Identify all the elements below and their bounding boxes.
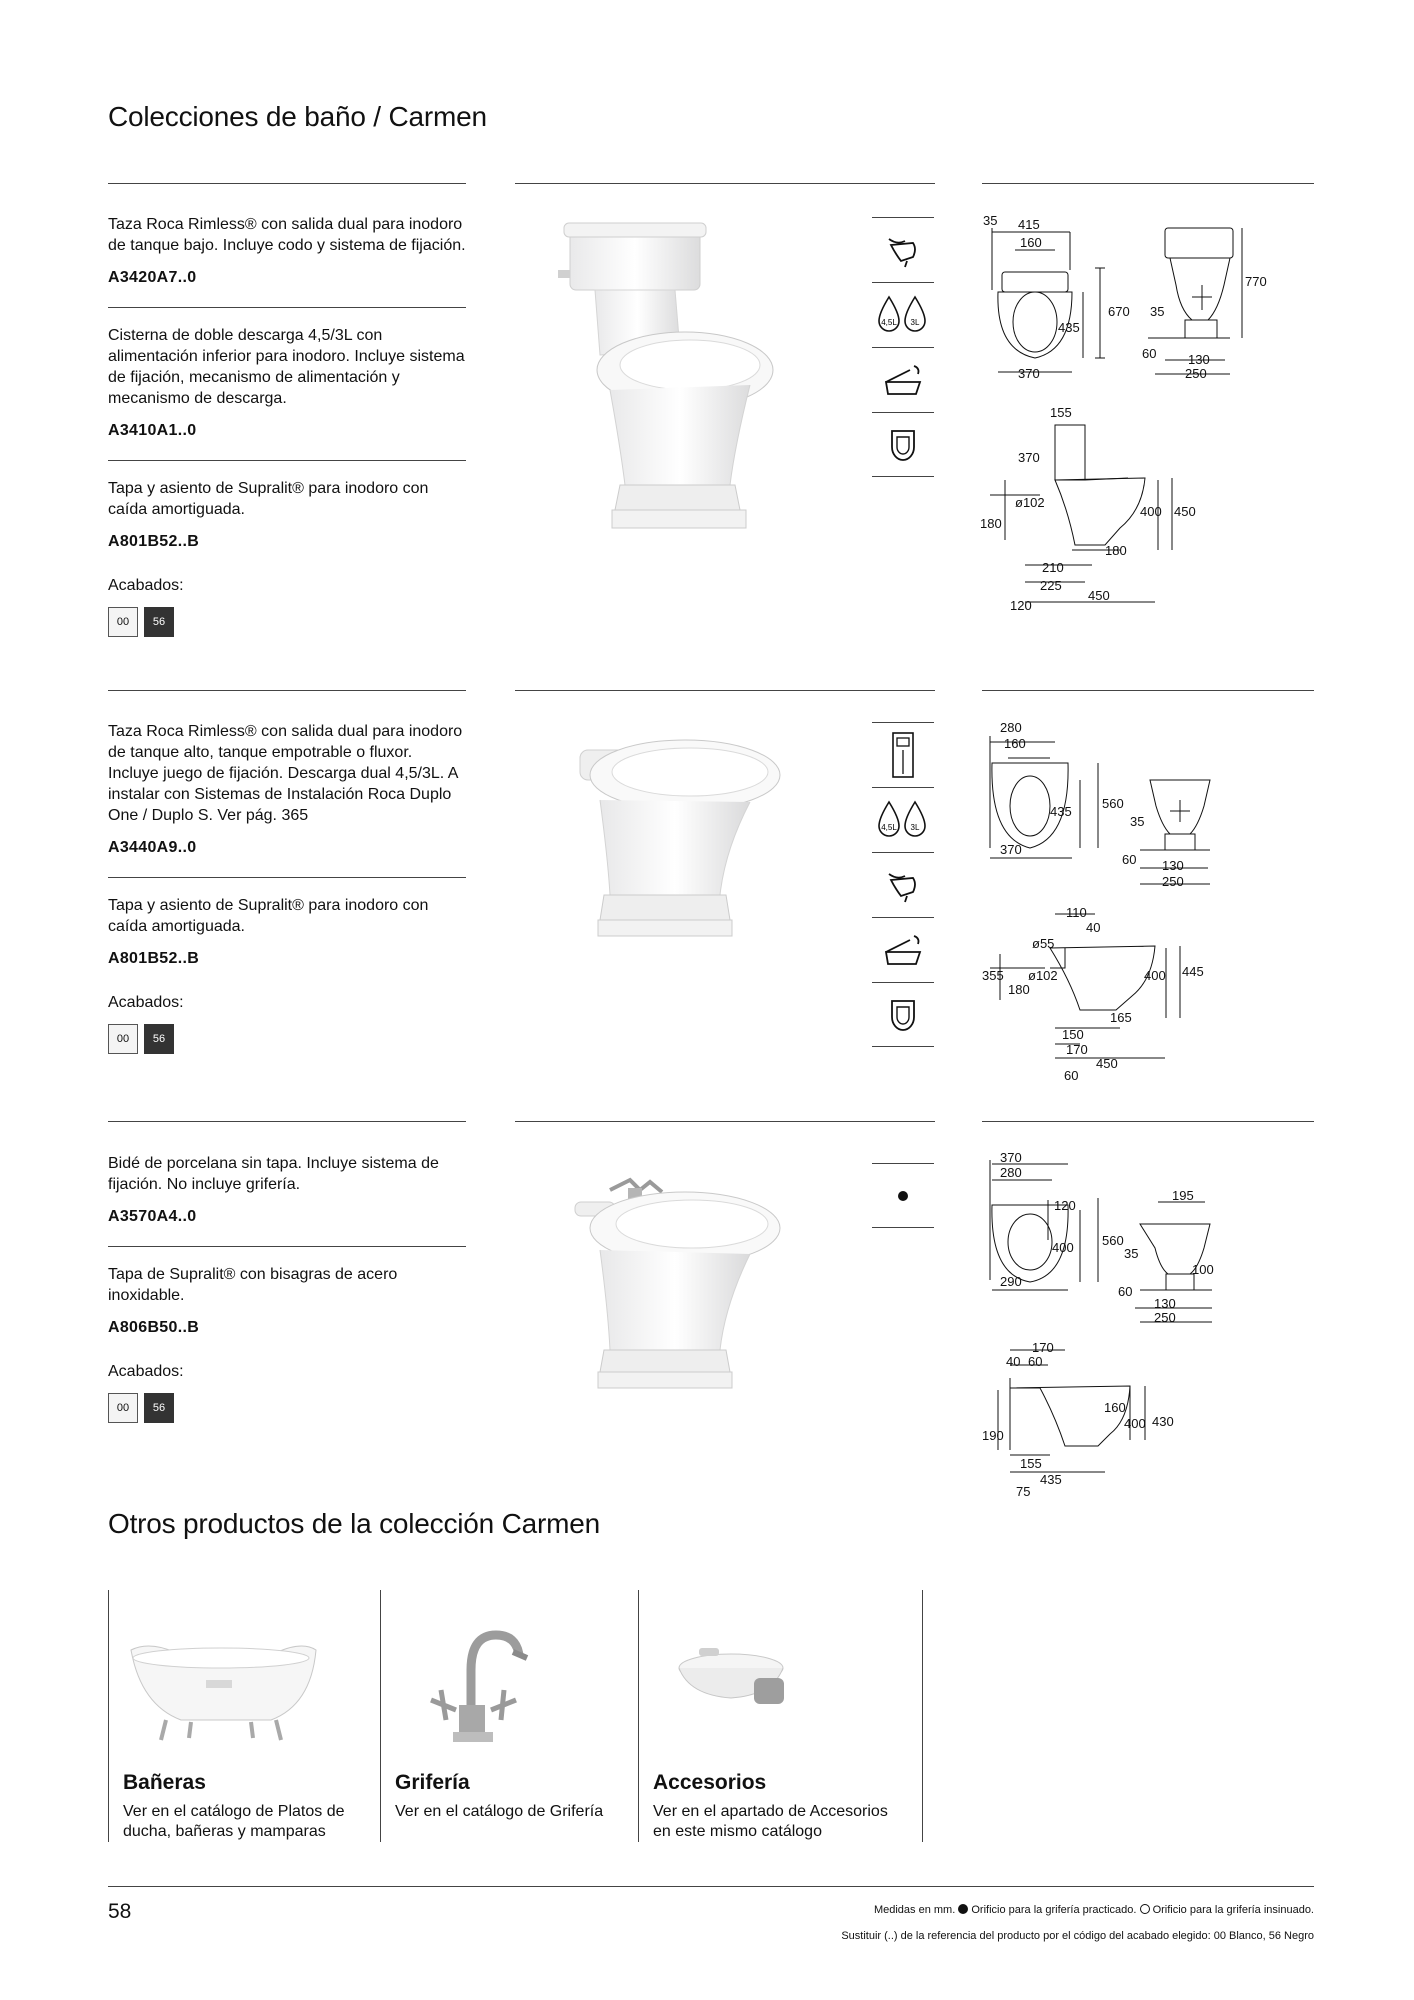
hole-drilled-text: Orificio para la grifería practicado.: [971, 1904, 1137, 1916]
dim-label: 180: [1008, 982, 1030, 997]
dim-label: 195: [1172, 1188, 1194, 1203]
section-divider: [108, 1121, 466, 1122]
dim-label: 160: [1104, 1400, 1126, 1415]
dim-label: 40: [1086, 920, 1101, 935]
dim-label: ø102: [1015, 495, 1045, 510]
seat-icon: [872, 982, 934, 1047]
dim-label: ø102: [1028, 968, 1058, 983]
feature-icons-2: [872, 722, 934, 1047]
finishes-label: Acabados:: [108, 577, 184, 594]
dim-label: 35: [1150, 304, 1165, 319]
dim-label: 35: [1130, 814, 1145, 829]
rimless-icon: [872, 852, 934, 917]
dual-flush-large: 4,5L: [881, 318, 897, 327]
card-title: Bañeras: [123, 1771, 206, 1794]
product-item: [108, 460, 466, 657]
page-title: Colecciones de baño / Carmen: [108, 101, 487, 132]
dim-label: 60: [1122, 852, 1137, 867]
product-description: Taza Roca Rimless® con salida dual para inodoro de tanque bajo. Incluye codo y sistema de fijación.: [108, 216, 466, 254]
bidet-photo: [570, 1160, 790, 1400]
product-description: Tapa y asiento de Supralit® para inodoro con caída amortiguada.: [108, 480, 429, 518]
dim-label: ø55: [1032, 936, 1055, 951]
card-banyeras[interactable]: [108, 1590, 380, 1842]
open-dot-icon: [1140, 1904, 1150, 1914]
finish-swatch-white: 00: [108, 1393, 138, 1423]
finishes-label: Acabados:: [108, 1363, 184, 1380]
product-info-2: [108, 721, 466, 1074]
dim-label: 370: [1000, 1150, 1022, 1165]
dim-label: 165: [1110, 1010, 1132, 1025]
soft-close-icon: [872, 917, 934, 982]
finish-swatches: [108, 607, 466, 637]
product-item: [108, 214, 466, 307]
other-products-title: Otros productos de la colección Carmen: [108, 1508, 600, 1539]
dim-label: 400: [1140, 504, 1162, 519]
dim-label: 75: [1016, 1484, 1031, 1499]
dim-label: 210: [1042, 560, 1064, 575]
dim-label: 435: [1058, 320, 1080, 335]
finish-swatches: [108, 1024, 466, 1054]
dim-label: 120: [1054, 1198, 1076, 1213]
card-description: [123, 1802, 345, 1842]
dim-label: 290: [1000, 1274, 1022, 1289]
product-item: [108, 1153, 466, 1246]
product-item: [108, 721, 466, 877]
dim-label: 110: [1066, 905, 1087, 920]
hole-marked-text: Orificio para la grifería insinuado.: [1152, 1904, 1314, 1916]
dim-label: 400: [1124, 1416, 1146, 1431]
dim-label: 450: [1174, 504, 1196, 519]
section-divider: [108, 690, 466, 691]
product-description: Taza Roca Rimless® con salida dual para inodoro de tanque alto, tanque empotrable o fluxor. Incluye juego de fijación. Descarga dual 4,5/3L. A instalar con Sistemas de Instalación Roca Duplo One / Duplo S. Ver pág. 365: [108, 723, 463, 824]
dual-flush-icon: [872, 282, 934, 347]
measurements-note: [874, 1904, 1314, 1916]
filled-dot-icon: [958, 1904, 968, 1914]
bathtub-photo: [121, 1610, 321, 1750]
card-title: Grifería: [395, 1771, 470, 1794]
dual-flush-large: 4,5L: [881, 823, 897, 832]
card-description-line: Ver en el apartado de Accesorios: [653, 1803, 888, 1820]
dim-label: 280: [1000, 720, 1022, 735]
dim-label: 435: [1040, 1472, 1062, 1487]
dual-flush-small: 3L: [910, 318, 920, 327]
card-accesorios[interactable]: [638, 1590, 922, 1842]
card-description-line: ducha, bañeras y mamparas: [123, 1823, 326, 1840]
dim-label: 430: [1152, 1414, 1174, 1429]
product-code: A3440A9..0: [108, 839, 197, 856]
product-code: A3570A4..0: [108, 1208, 197, 1225]
toilet-back-to-wall-photo: [570, 730, 790, 950]
dim-label: 250: [1162, 874, 1184, 889]
card-description-line: Ver en el catálogo de Platos de: [123, 1803, 345, 1820]
soap-dish-photo: [669, 1640, 809, 1730]
dim-label: 130: [1188, 352, 1210, 367]
product-description: Bidé de porcelana sin tapa. Incluye sistema de fijación. No incluye grifería.: [108, 1155, 439, 1193]
card-description-line: Ver en el catálogo de Grifería: [395, 1803, 604, 1820]
dim-label: 280: [1000, 1165, 1022, 1180]
rimless-icon: [872, 217, 934, 282]
finish-swatch-black: 56: [144, 1393, 174, 1423]
dim-label: 370: [1000, 842, 1022, 857]
section-divider: [515, 183, 935, 184]
cistern-icon: [872, 722, 934, 787]
product-code: A801B52..B: [108, 533, 200, 550]
section-divider: [982, 1121, 1314, 1122]
dim-label: 170: [1032, 1340, 1054, 1355]
card-description-line: en este mismo catálogo: [653, 1823, 822, 1840]
product-description: Cisterna de doble descarga 4,5/3L con alimentación inferior para inodoro. Incluye sistema de fijación, mecanismo de alimentación y mecanismo de descarga.: [108, 327, 465, 407]
product-item: [108, 877, 466, 1074]
dim-label: 450: [1088, 588, 1110, 603]
dim-label: 415: [1018, 217, 1040, 232]
card-divider: [922, 1590, 923, 1842]
card-title: Accesorios: [653, 1771, 767, 1794]
card-griferia[interactable]: [380, 1590, 638, 1842]
dim-label: 60: [1118, 1284, 1133, 1299]
finish-swatch-black: 56: [144, 607, 174, 637]
product-code: A3420A7..0: [108, 269, 197, 286]
soft-close-icon: [872, 347, 934, 412]
page-number: 58: [108, 1900, 132, 1923]
dim-label: 370: [1018, 450, 1040, 465]
card-description: [653, 1802, 888, 1842]
dim-label: 370: [1018, 366, 1040, 381]
product-info-3: [108, 1153, 466, 1443]
dual-flush-icon: [872, 787, 934, 852]
dim-label: 150: [1062, 1027, 1084, 1042]
measures-text: Medidas en mm.: [873, 1904, 956, 1916]
substitute-note: Sustituir (..) de la referencia del producto por el código del acabado elegido: 00 Blanco, 56 Negro: [841, 1930, 1314, 1942]
dim-label: 160: [1004, 736, 1026, 751]
dim-label: 130: [1154, 1296, 1176, 1311]
section-divider: [982, 183, 1314, 184]
dim-label: 770: [1245, 274, 1267, 289]
product-code: A3410A1..0: [108, 422, 197, 439]
dim-label: 60: [1028, 1354, 1043, 1369]
footer-divider: [108, 1886, 1314, 1887]
dim-label: 60: [1064, 1068, 1079, 1083]
dim-label: 160: [1020, 235, 1042, 250]
product-item: [108, 1246, 466, 1443]
finishes-label: Acabados:: [108, 994, 184, 1011]
dim-label: 155: [1020, 1456, 1042, 1471]
technical-drawing-1: [980, 210, 1270, 620]
finish-swatches: [108, 1393, 466, 1423]
filled-dot-icon: [898, 1191, 908, 1201]
technical-drawing-3: [980, 1150, 1270, 1510]
dim-label: 35: [983, 213, 998, 228]
dim-label: 400: [1052, 1240, 1074, 1255]
product-item: [108, 307, 466, 460]
dim-label: 560: [1102, 796, 1124, 811]
dim-label: 250: [1154, 1310, 1176, 1325]
dim-label: 190: [982, 1428, 1004, 1443]
dim-label: 435: [1050, 804, 1072, 819]
dim-label: 560: [1102, 1233, 1124, 1248]
dim-label: 60: [1142, 346, 1157, 361]
feature-icons-1: [872, 217, 934, 477]
product-code: A801B52..B: [108, 950, 200, 967]
dim-label: 670: [1108, 304, 1130, 319]
dim-label: 155: [1050, 405, 1072, 420]
product-description: Tapa y asiento de Supralit® para inodoro con caída amortiguada.: [108, 897, 429, 935]
feature-icons-3: [872, 1163, 934, 1228]
dim-label: 40: [1006, 1354, 1021, 1369]
section-divider: [108, 183, 466, 184]
section-divider: [515, 690, 935, 691]
toilet-close-coupled-photo: [540, 215, 790, 565]
product-code: A806B50..B: [108, 1319, 200, 1336]
dim-label: 180: [980, 516, 1002, 531]
dim-label: 130: [1162, 858, 1184, 873]
finish-swatch-white: 00: [108, 1024, 138, 1054]
technical-drawing-2: [980, 718, 1270, 1088]
product-info-1: [108, 214, 466, 657]
dim-label: 250: [1185, 366, 1207, 381]
seat-icon: [872, 412, 934, 477]
section-divider: [982, 690, 1314, 691]
product-description: Tapa de Supralit® con bisagras de acero inoxidable.: [108, 1266, 398, 1304]
dim-label: 120: [1010, 598, 1032, 613]
dim-label: 355: [982, 968, 1004, 983]
dim-label: 445: [1182, 964, 1204, 979]
faucet-photo: [401, 1610, 551, 1750]
dim-label: 35: [1124, 1246, 1139, 1261]
card-description: [395, 1802, 603, 1822]
tap-hole-dot-icon: [872, 1163, 934, 1228]
dual-flush-small: 3L: [910, 823, 920, 832]
dim-label: 400: [1144, 968, 1166, 983]
finish-swatch-black: 56: [144, 1024, 174, 1054]
section-divider: [515, 1121, 935, 1122]
dim-label: 225: [1040, 578, 1062, 593]
dim-label: 180: [1105, 543, 1127, 558]
dim-label: 450: [1096, 1056, 1118, 1071]
dim-label: 170: [1066, 1042, 1088, 1057]
finish-swatch-white: 00: [108, 607, 138, 637]
dim-label: 100: [1192, 1262, 1214, 1277]
